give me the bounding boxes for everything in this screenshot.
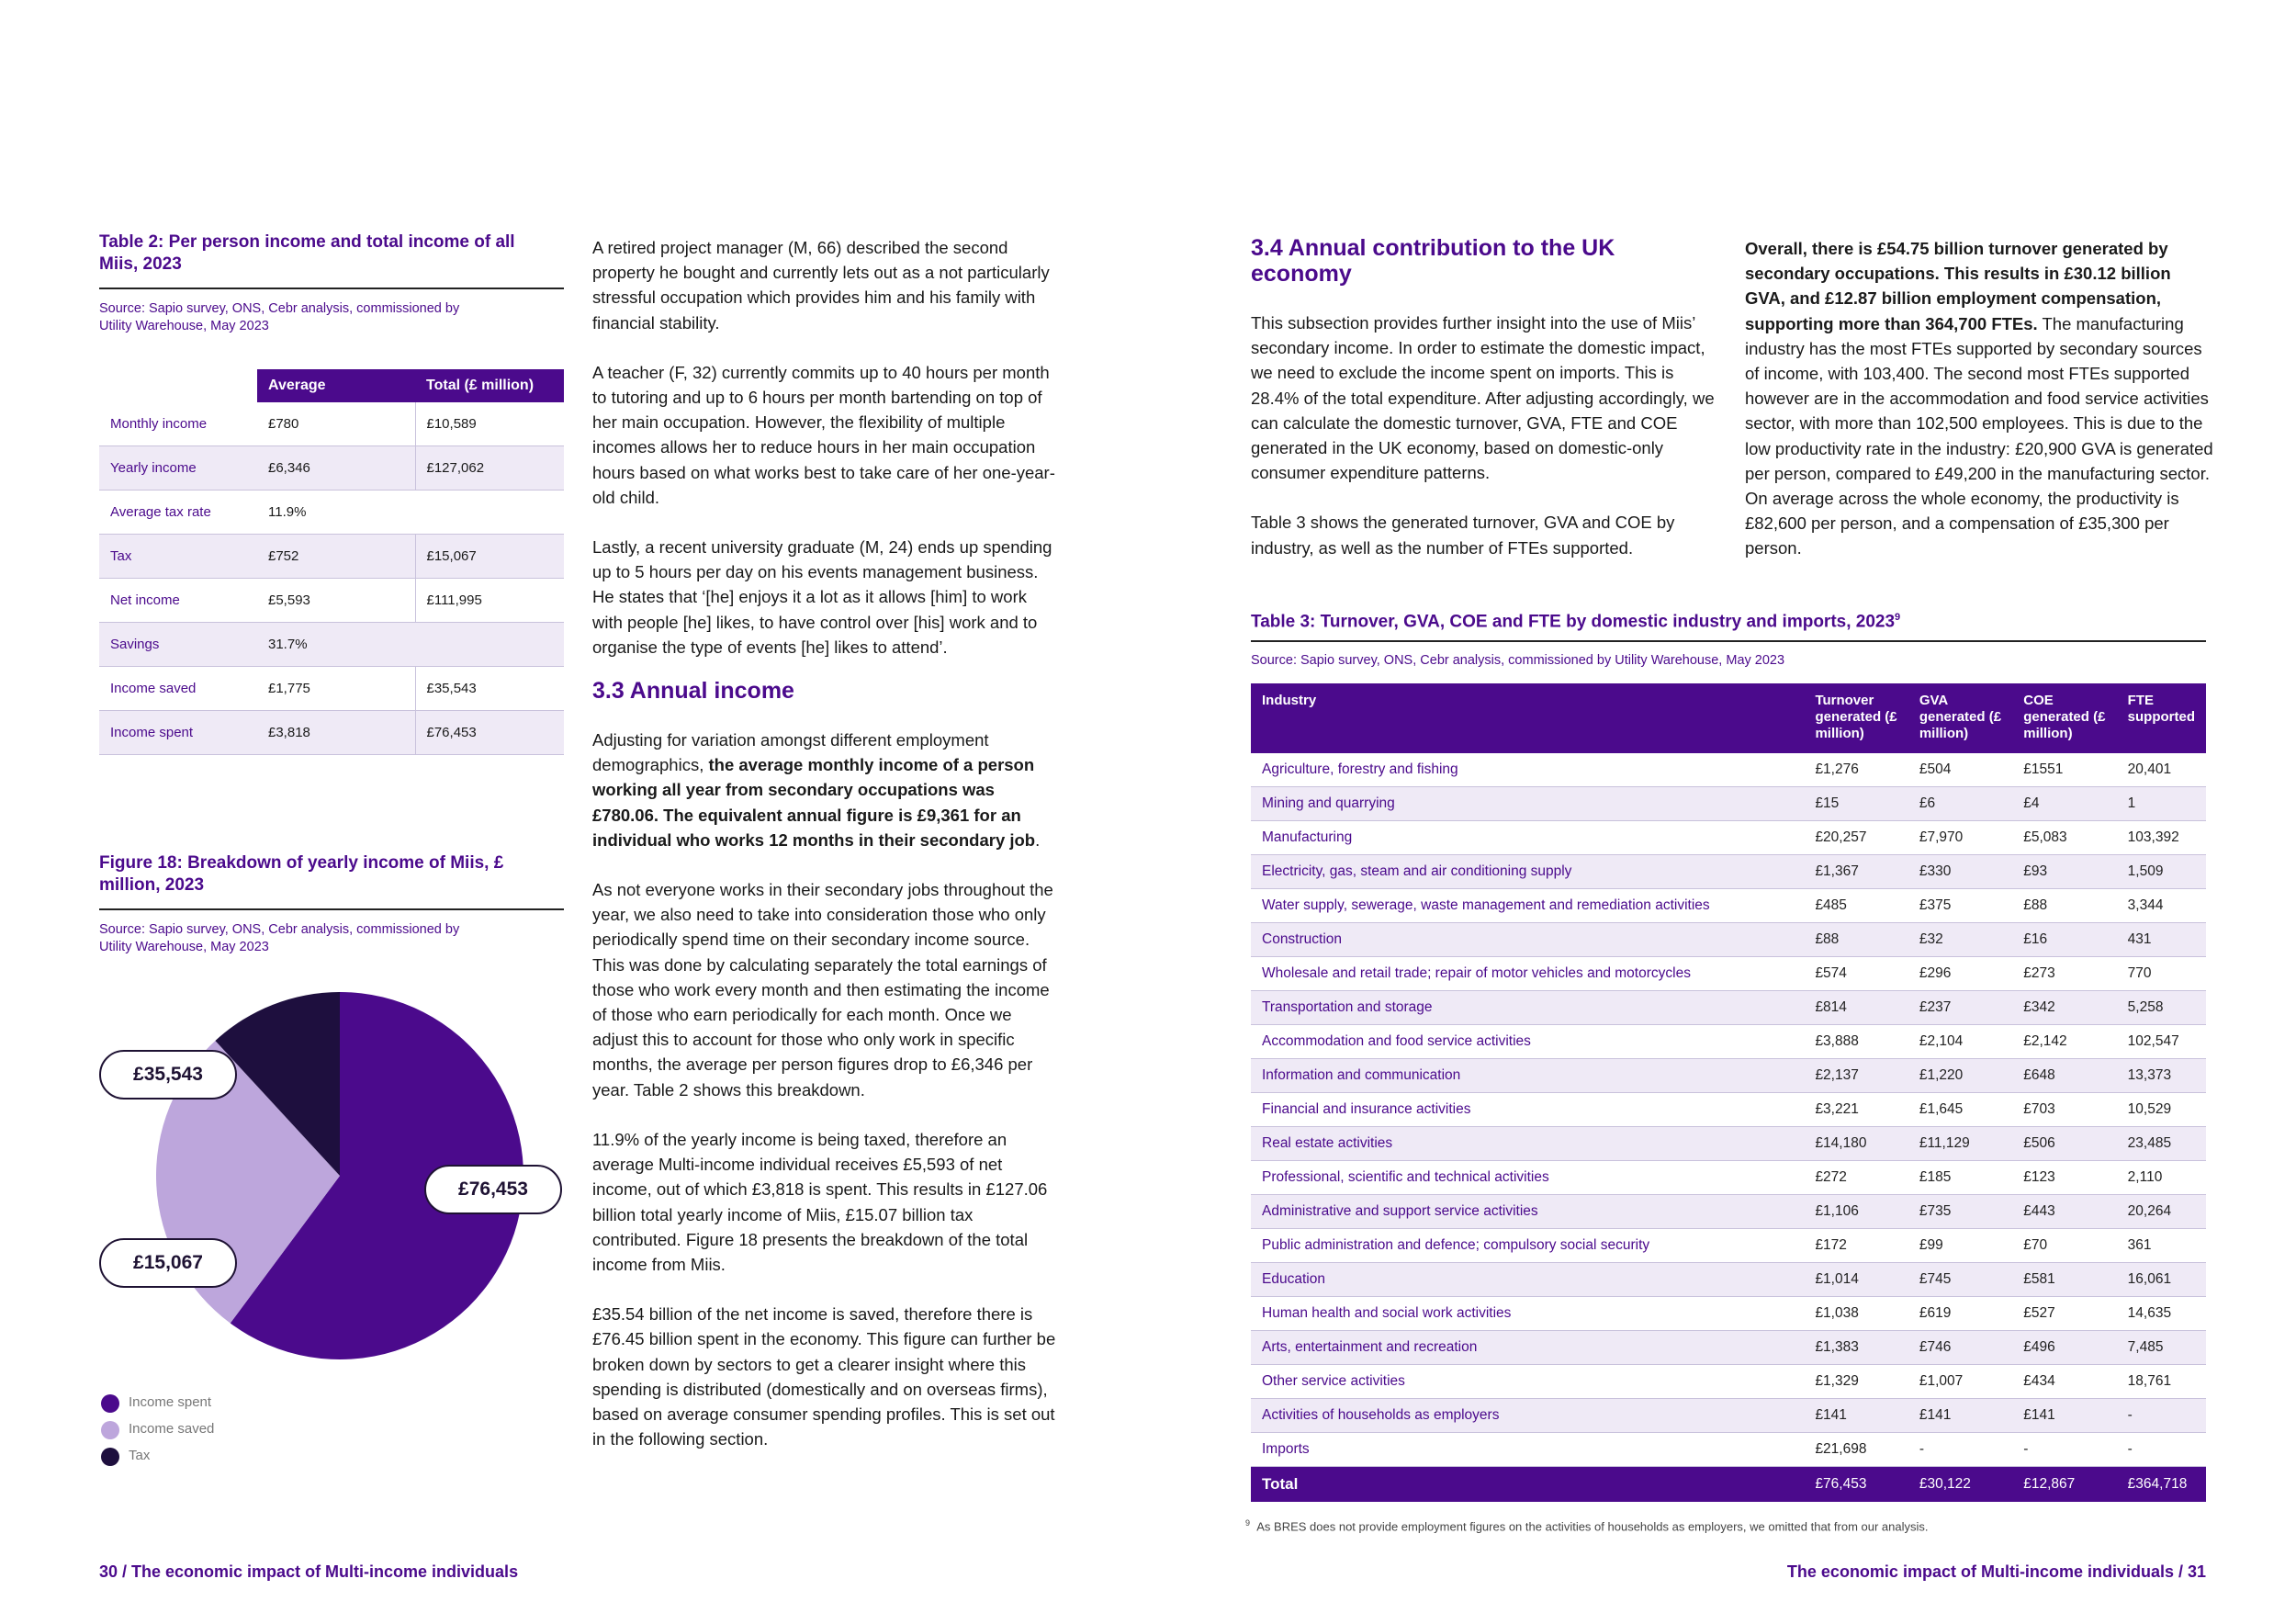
table3-row [1251, 923, 2206, 957]
table2-cell-label: Income saved [99, 667, 257, 711]
table3-cell-turnover: £88 [1804, 923, 1908, 957]
table2-cell-label: Monthly income [99, 402, 257, 446]
table3-cell-industry: Imports [1251, 1433, 1804, 1467]
table3-cell-gva: £619 [1908, 1297, 2012, 1331]
table3-cell-fte: 5,258 [2117, 991, 2206, 1025]
table3-cell-gva: £375 [1908, 889, 2012, 923]
table3-row [1251, 1161, 2206, 1195]
footer-left: 30 / The economic impact of Multi-income individuals [99, 1562, 519, 1581]
table3-cell-fte: 103,392 [2117, 821, 2206, 855]
table3-cell-industry: Arts, entertainment and recreation [1251, 1331, 1804, 1365]
paragraph: Lastly, a recent university graduate (M, 24) ends up spending up to 5 hours per day on his events management business. He states that ‘[he] enjoys it a lot as it allows [him] to work with people [he] likes, to have control over [his] work and to organise the type of events [he] likes to attend’. [592, 537, 1052, 657]
table3-row [1251, 1059, 2206, 1093]
table3-cell-coe: £2,142 [2012, 1025, 2116, 1059]
table3-cell-industry: Information and communication [1251, 1059, 1804, 1093]
table3-cell-fte: 20,401 [2117, 753, 2206, 787]
paragraph: Overall, there is £54.75 billion turnover generated by secondary occupations. This results in £30.12 billion GVA, and £12.87 billion employment compensation, supporting more than 364,700 FTEs. The manufacturing industry has the most FTEs supported by secondary sources of income, with 103,400. The second most FTEs supported however are in the accommodation and food service activities sector, with more than 102,500 employees. This is due to the low productivity rate in the industry: £20,900 GVA is generated per person, compared to £49,200 in the manufacturing sector. On average across the whole economy, the productivity is £82,600 per person, and a compensation of £35,300 per person. [1745, 239, 2213, 558]
paragraph: This subsection provides further insight into the use of Miis’ secondary income. In order to estimate the domestic impact, we need to exclude the income spent on imports. This is 28.4% of the total expenditure. After adjusting accordingly, we can calculate the domestic turnover, GVA, FTE and COE generated in the UK economy, based on domestic-only consumer expenditure patterns. [1251, 313, 1715, 483]
table3-cell-fte: 361 [2117, 1229, 2206, 1263]
callout-income-saved: £35,543 [99, 1050, 237, 1100]
table3-cell-industry: Education [1251, 1263, 1804, 1297]
table3-cell-turnover: £1,106 [1804, 1195, 1908, 1229]
figure18-source: Source: Sapio survey, ONS, Cebr analysis, commissioned by Utility Warehouse, May 2023 [99, 922, 460, 954]
table3-row [1251, 1331, 2206, 1365]
table3-row [1251, 1263, 2206, 1297]
table3-cell-fte: 10,529 [2117, 1093, 2206, 1127]
table3-cell-turnover: £21,698 [1804, 1433, 1908, 1467]
table3-cell-turnover: £1,383 [1804, 1331, 1908, 1365]
table3-cell-coe: £88 [2012, 889, 2116, 923]
table2-cell-total: £76,453 [415, 711, 564, 755]
table3-row [1251, 1433, 2206, 1467]
paragraph: £35.54 billion of the net income is saved, therefore there is £76.45 billion spent in the economy. This figure can further be broken down by sectors to get a clearer insight where this spending is distributed (domestically and on overseas firms), based on average consumer spending profiles. This is set out in the following section. [592, 1304, 1056, 1449]
table3-cell-industry: Financial and insurance activities [1251, 1093, 1804, 1127]
right-column-1 [1251, 310, 1723, 585]
table3-cell-coe: - [2012, 1433, 2116, 1467]
table3-cell-fte: 2,110 [2117, 1161, 2206, 1195]
table2-cell-average: £6,346 [257, 446, 415, 491]
table3-header-turnover: Turnover generated (£ million) [1804, 683, 1908, 753]
table3-cell-industry: Other service activities [1251, 1365, 1804, 1399]
table3-cell-turnover: £574 [1804, 957, 1908, 991]
table2-row [99, 711, 564, 755]
table3 [1251, 683, 2206, 1502]
section-3-4-title: 3.4 Annual contribution to the UK economy [1251, 235, 1615, 287]
table3-cell-coe: £70 [2012, 1229, 2116, 1263]
legend-dot-tax [101, 1448, 119, 1466]
table2-cell-average: 11.9% [257, 491, 415, 535]
table3-cell-industry: Electricity, gas, steam and air conditioning supply [1251, 855, 1804, 889]
table3-cell-industry: Manufacturing [1251, 821, 1804, 855]
table3-cell-turnover: £272 [1804, 1161, 1908, 1195]
table2-cell-average: £3,818 [257, 711, 415, 755]
table3-row [1251, 1127, 2206, 1161]
table3-cell-gva: £99 [1908, 1229, 2012, 1263]
table2-cell-label: Income spent [99, 711, 257, 755]
footnote: $^9$ As BRES does not provide employment figures on the activities of households as employers, we omitted that from our analysis. [1245, 1518, 1929, 1534]
table3-row [1251, 991, 2206, 1025]
table3-cell-industry: Human health and social work activities [1251, 1297, 1804, 1331]
table2-row [99, 667, 564, 711]
table3-title: Table 3: Turnover, GVA, COE and FTE by domestic industry and imports, 2023$^9$ [1251, 612, 1901, 632]
table2-title: Table 2: Per person income and total income of all Miis, 2023 [99, 232, 515, 274]
table3-cell-gva: £30,122 [1908, 1467, 2012, 1503]
middle-column [592, 235, 1057, 1476]
table3-cell-gva: £141 [1908, 1399, 2012, 1433]
table3-cell-industry: Activities of households as employers [1251, 1399, 1804, 1433]
table3-cell-gva: £1,220 [1908, 1059, 2012, 1093]
section-3-3-title: 3.3 Annual income [592, 678, 794, 705]
table3-source: Source: Sapio survey, ONS, Cebr analysis, commissioned by Utility Warehouse, May 2023 [1251, 653, 1785, 668]
table3-cell-industry: Mining and quarrying [1251, 787, 1804, 821]
table3-row [1251, 1297, 2206, 1331]
table3-cell-turnover: £1,014 [1804, 1263, 1908, 1297]
table3-cell-gva: - [1908, 1433, 2012, 1467]
table3-cell-gva: £11,129 [1908, 1127, 2012, 1161]
callout-tax: £15,067 [99, 1238, 237, 1288]
table2-cell-label: Tax [99, 535, 257, 579]
table3-cell-turnover: £15 [1804, 787, 1908, 821]
table3-cell-turnover: £2,137 [1804, 1059, 1908, 1093]
table3-cell-gva: £1,007 [1908, 1365, 2012, 1399]
table2-row [99, 535, 564, 579]
table3-cell-fte: 20,264 [2117, 1195, 2206, 1229]
table2-row [99, 446, 564, 491]
table3-cell-industry: Total [1251, 1467, 1804, 1503]
table3-cell-coe: £342 [2012, 991, 2116, 1025]
table2-cell-label: Savings [99, 623, 257, 667]
table3-cell-turnover: £76,453 [1804, 1467, 1908, 1503]
table3-row [1251, 753, 2206, 787]
table3-cell-coe: £123 [2012, 1161, 2116, 1195]
table2-cell-total [415, 491, 564, 535]
table3-header-coe: COE generated (£ million) [2012, 683, 2116, 753]
table3-cell-fte: 1 [2117, 787, 2206, 821]
table2-cell-total: £111,995 [415, 579, 564, 623]
paragraph: A teacher (F, 32) currently commits up to 40 hours per month to tutoring and up to 6 hours per month bartending on top of her main occupation. However, the flexibility of multiple incomes allows her to reduce hours in her main occupation hours based on what works best to take care of her one-year-old child. [592, 362, 1055, 507]
table3-row [1251, 1365, 2206, 1399]
table3-cell-fte: 16,061 [2117, 1263, 2206, 1297]
table3-cell-turnover: £814 [1804, 991, 1908, 1025]
table3-total-row [1251, 1467, 2206, 1503]
table3-cell-industry: Transportation and storage [1251, 991, 1804, 1025]
table3-cell-coe: £1551 [2012, 753, 2116, 787]
table2-cell-total: £15,067 [415, 535, 564, 579]
table3-cell-fte: 770 [2117, 957, 2206, 991]
table3-rule [1251, 640, 2206, 642]
figure18-rule [99, 908, 564, 910]
footer-right: The economic impact of Multi-income individuals / 31 [1786, 1562, 2206, 1581]
table3-cell-coe: £273 [2012, 957, 2116, 991]
table3-cell-industry: Agriculture, forestry and fishing [1251, 753, 1804, 787]
table3-cell-gva: £237 [1908, 991, 2012, 1025]
table2-row [99, 491, 564, 535]
table3-cell-turnover: £172 [1804, 1229, 1908, 1263]
table3-cell-industry: Public administration and defence; compulsory social security [1251, 1229, 1804, 1263]
table2-cell-total [415, 623, 564, 667]
table3-cell-turnover: £141 [1804, 1399, 1908, 1433]
table3-cell-coe: £93 [2012, 855, 2116, 889]
table3-cell-fte: 3,344 [2117, 889, 2206, 923]
table3-header-industry: Industry [1251, 683, 1804, 753]
table2-rule [99, 288, 564, 289]
table3-row [1251, 1229, 2206, 1263]
table3-cell-fte: 102,547 [2117, 1025, 2206, 1059]
legend-label-income-saved: Income saved [129, 1421, 215, 1437]
table3-cell-gva: £7,970 [1908, 821, 2012, 855]
table2-cell-total: £35,543 [415, 667, 564, 711]
table3-cell-gva: £32 [1908, 923, 2012, 957]
table3-cell-coe: £527 [2012, 1297, 2116, 1331]
table3-cell-turnover: £20,257 [1804, 821, 1908, 855]
right-column-2 [1745, 236, 2213, 586]
table2-header-average: Average [257, 369, 415, 402]
table2-cell-label: Yearly income [99, 446, 257, 491]
paragraph: Adjusting for variation amongst different employment demographics, the average monthly income of a person working all year from secondary occupations was £780.06. The equivalent annual figure is £9,361 for an individual who works 12 months in their secondary job. [592, 730, 1041, 850]
callout-income-spent: £76,453 [424, 1165, 562, 1214]
table3-cell-coe: £581 [2012, 1263, 2116, 1297]
table3-row [1251, 855, 2206, 889]
table3-cell-coe: £4 [2012, 787, 2116, 821]
table3-row [1251, 957, 2206, 991]
table3-cell-fte: 7,485 [2117, 1331, 2206, 1365]
table3-cell-fte: 18,761 [2117, 1365, 2206, 1399]
table3-cell-gva: £185 [1908, 1161, 2012, 1195]
table2 [99, 369, 564, 755]
table3-cell-coe: £506 [2012, 1127, 2116, 1161]
table3-cell-turnover: £3,888 [1804, 1025, 1908, 1059]
paragraph: 11.9% of the yearly income is being taxed, therefore an average Multi-income individual receives £5,593 of net income, out of which £3,818 is spent. This results in £127.06 billion total yearly income of Miis, £15.07 billion tax contributed. Figure 18 presents the breakdown of the total income from Miis. [592, 1129, 1048, 1274]
table3-cell-gva: £1,645 [1908, 1093, 2012, 1127]
table2-cell-average: £1,775 [257, 667, 415, 711]
legend-label-income-spent: Income spent [129, 1394, 212, 1410]
table3-row [1251, 1195, 2206, 1229]
table3-cell-coe: £703 [2012, 1093, 2116, 1127]
table3-cell-turnover: £1,367 [1804, 855, 1908, 889]
table2-cell-label: Average tax rate [99, 491, 257, 535]
table2-cell-average: 31.7% [257, 623, 415, 667]
table3-cell-industry: Professional, scientific and technical activities [1251, 1161, 1804, 1195]
table3-cell-gva: £296 [1908, 957, 2012, 991]
table3-cell-gva: £504 [1908, 753, 2012, 787]
table3-cell-fte: - [2117, 1433, 2206, 1467]
table3-cell-turnover: £14,180 [1804, 1127, 1908, 1161]
table3-cell-coe: £12,867 [2012, 1467, 2116, 1503]
table3-cell-industry: Construction [1251, 923, 1804, 957]
table3-cell-fte: 23,485 [2117, 1127, 2206, 1161]
table3-cell-coe: £443 [2012, 1195, 2116, 1229]
table3-cell-coe: £648 [2012, 1059, 2116, 1093]
legend-dot-income-saved [101, 1421, 119, 1439]
table3-cell-turnover: £1,329 [1804, 1365, 1908, 1399]
table2-cell-label: Net income [99, 579, 257, 623]
table2-header-total: Total (£ million) [415, 369, 564, 402]
table3-cell-fte: £364,718 [2117, 1467, 2206, 1503]
table3-cell-fte: 431 [2117, 923, 2206, 957]
table2-row [99, 579, 564, 623]
table2-cell-average: £5,593 [257, 579, 415, 623]
table3-cell-coe: £5,083 [2012, 821, 2116, 855]
table3-cell-gva: £745 [1908, 1263, 2012, 1297]
table3-cell-turnover: £485 [1804, 889, 1908, 923]
legend-label-tax: Tax [129, 1448, 151, 1463]
table3-cell-fte: 14,635 [2117, 1297, 2206, 1331]
table3-cell-gva: £735 [1908, 1195, 2012, 1229]
table3-cell-coe: £16 [2012, 923, 2116, 957]
table3-cell-industry: Water supply, sewerage, waste management and remediation activities [1251, 889, 1804, 923]
table3-cell-gva: £330 [1908, 855, 2012, 889]
table2-cell-total: £10,589 [415, 402, 564, 446]
table2-cell-total: £127,062 [415, 446, 564, 491]
table3-row [1251, 1093, 2206, 1127]
table3-cell-industry: Wholesale and retail trade; repair of motor vehicles and motorcycles [1251, 957, 1804, 991]
table3-row [1251, 889, 2206, 923]
table3-cell-fte: 13,373 [2117, 1059, 2206, 1093]
table3-cell-industry: Real estate activities [1251, 1127, 1804, 1161]
table3-cell-gva: £2,104 [1908, 1025, 2012, 1059]
table3-row [1251, 787, 2206, 821]
paragraph: As not everyone works in their secondary jobs throughout the year, we also need to take into consideration those who only periodically spend time on their secondary income source. This was done by calculating separately the total earnings of those who work every month and then estimating the income of those who earn periodically for each month. Once we adjust this to account for those who only work in specific months, the average per person figures drop to £6,346 per year. Table 2 shows this breakdown. [592, 880, 1053, 1100]
table2-row [99, 402, 564, 446]
table3-row [1251, 1399, 2206, 1433]
table3-cell-turnover: £1,038 [1804, 1297, 1908, 1331]
table3-cell-coe: £141 [2012, 1399, 2116, 1433]
table3-cell-turnover: £3,221 [1804, 1093, 1908, 1127]
table3-cell-coe: £434 [2012, 1365, 2116, 1399]
paragraph: Table 3 shows the generated turnover, GVA and COE by industry, as well as the number of FTEs supported. [1251, 513, 1675, 558]
table3-row [1251, 1025, 2206, 1059]
table3-cell-industry: Administrative and support service activities [1251, 1195, 1804, 1229]
table2-cell-average: £780 [257, 402, 415, 446]
table3-cell-gva: £6 [1908, 787, 2012, 821]
table2-source: Source: Sapio survey, ONS, Cebr analysis, commissioned by Utility Warehouse, May 2023 [99, 301, 460, 333]
table2-cell-average: £752 [257, 535, 415, 579]
table3-cell-industry: Accommodation and food service activities [1251, 1025, 1804, 1059]
table3-cell-fte: - [2117, 1399, 2206, 1433]
table3-header-gva: GVA generated (£ million) [1908, 683, 2012, 753]
paragraph: A retired project manager (M, 66) described the second property he bought and currently lets out as a not particularly stressful occupation which provides him and his family with financial stability. [592, 238, 1050, 333]
figure18-title: Figure 18: Breakdown of yearly income of Miis, £ million, 2023 [99, 853, 504, 895]
table3-cell-turnover: £1,276 [1804, 753, 1908, 787]
legend-dot-income-spent [101, 1394, 119, 1413]
table2-row [99, 623, 564, 667]
table3-cell-gva: £746 [1908, 1331, 2012, 1365]
table3-cell-coe: £496 [2012, 1331, 2116, 1365]
table3-cell-fte: 1,509 [2117, 855, 2206, 889]
table3-header-fte: FTE supported [2117, 683, 2206, 753]
table3-row [1251, 821, 2206, 855]
